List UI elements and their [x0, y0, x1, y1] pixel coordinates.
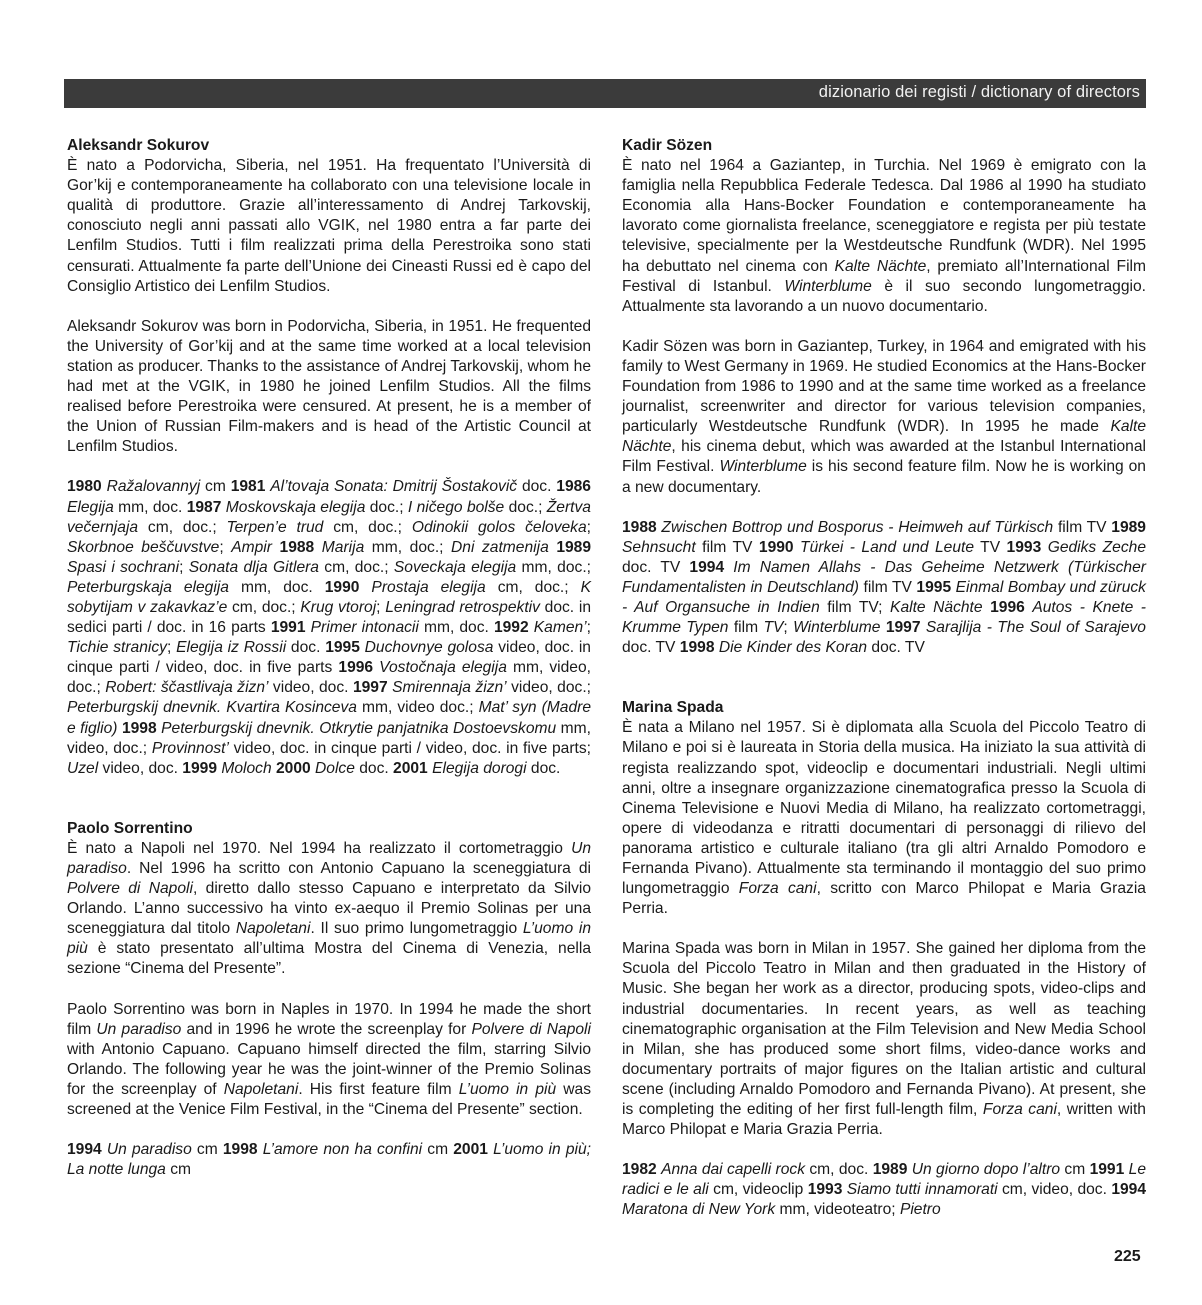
director-entry-sozen: [622, 136, 1146, 658]
director-name: Paolo Sorrentino: [67, 819, 193, 837]
section-header-title: dizionario dei registi / dictionary of directors: [818, 83, 1140, 101]
filmography: 1980 Ražalovannyj cm 1981 Al’tovaja Sonata: Dmitrij Šostakovič doc. 1986 Elegija mm, doc. 1987 Moskovskaja elegija doc.; I ničego bolše doc.; Žertva večernjaja cm, doc.; Terpen’e trud cm, doc.; Odinokii golos čeloveka; Skorbnoe beščuvstve; Ampir 1988 Marija mm, doc.; Dni zatmenija 1989 Spasi i sochrani; Sonata dlja Gitlera cm, doc.; Soveckaja elegija mm, doc.; Peterburgskaja elegija mm, doc. 1990 Prostaja elegija cm, doc.; K sobytijam v zakavkaz’e cm, doc.; Krug vtoroj; Leningrad retrospektiv doc. in sedici parti / doc. in 16 parts 1991 Primer intonacii mm, doc. 1992 Kamen’; Tichie stranicy; Elegija iz Rossii doc. 1995 Duchovnye golosa video, doc. in cinque parti / video, doc. in five parts 1996 Vostočnaja elegija mm, video, doc.; Robert: ščastlivaja žizn’ video, doc. 1997 Smirennaja žizn’ video, doc.; Peterburgskij dnevnik. Kvartira Kosinceva mm, video doc.; Mat’ syn (Madre e figlio) 1998 Peterburgskij dnevnik. Otkrytie panjatnika Dostoevskomu mm, video, doc.; Provinnost’ video, doc. in cinque parti / video, doc. in five parts; Uzel video, doc. 1999 Moloch 2000 Dolce doc. 2001 Elegija dorogi doc.: [67, 478, 592, 777]
director-entry-sorrentino: [67, 819, 591, 1181]
director-entry-sokurov: [67, 136, 591, 779]
bio-italian: È nato a Podorvicha, Siberia, nel 1951. Ha frequentato l’Università di Gor’kij e contemporaneamente ha collaborato con una televisione locale in qualità di produttore. Grazie all’interessamento di Andrej Tarkovskij, conosciuto negli anni passati allo VGIK, nel 1980 entra a far parte dei Lenfilm Studios. Tutti i film realizzati prima della Perestroika sono stati censurati. Attualmente fa parte dell’Unione dei Cineasti Russi ed è capo del Consiglio Artistico dei Lenfilm Studios.: [67, 157, 591, 295]
filmography: 1982 Anna dai capelli rock cm, doc. 1989 Un giorno dopo l’altro cm 1991 Le radici e le ali cm, videoclip 1993 Siamo tutti innamorati cm, video, doc. 1994 Maratona di New York mm, videoteatro; Pietro: [622, 1161, 1147, 1219]
bio-italian: È nato nel 1964 a Gaziantep, in Turchia. Nel 1969 è emigrato con la famiglia nella Repubblica Federale Tedesca. Dal 1986 al 1990 ha studiato Economia alla Hans-Bocker Foundation e contemporaneamente ha lavorato come giornalista freelance, sceneggiatore e regista per più testate televisive, specialmente per la Westdeutsche Rundfunk (WDR). Nel 1995 ha debuttato nel cinema con Kalte Nächte, premiato all’International Film Festival di Istanbul. Winterblume è il suo secondo lungometraggio. Attualmente sta lavorando a un nuovo documentario.: [622, 157, 1146, 315]
bio-italian: È nato a Napoli nel 1970. Nel 1994 ha realizzato il cortometraggio Un paradiso. Nel 1996 ha scritto con Antonio Capuano la sceneggiatura di Polvere di Napoli, diretto dallo stesso Capuano e interpretato da Silvio Orlando. L’anno successivo ha vinto ex-aequo il Premio Solinas per una sceneggiatura dal titolo Napoletani. Il suo primo lungometraggio L’uomo in più è stato presentato all’ultima Mostra del Cinema di Venezia, nella sezione “Cinema del Presente”.: [67, 839, 591, 978]
director-name: Marina Spada: [622, 699, 724, 717]
bio-english: Aleksandr Sokurov was born in Podorvicha, Siberia, in 1951. He frequented the University of Gor’kij and at the same time worked at a local television station as producer. Thanks to the assistance of Andrej Tarkovskij, whom he had met at the VGIK, in 1980 he joined Lenfilm Studios. All the films realised before Perestroika were censured. At present, he is a member of the Union of Russian Film-makers and is head of the Artistic Council at Lenfilm Studios.: [67, 317, 591, 456]
filmography: 1994 Un paradiso cm 1998 L’amore non ha confini cm 2001 L’uomo in più; La notte lunga cm: [67, 1141, 591, 1179]
director-name: Aleksandr Sokurov: [67, 137, 210, 154]
bio-english: Marina Spada was born in Milan in 1957. She gained her diploma from the Scuola del Piccolo Teatro in Milan and then graduated in the History of Music. She began her work as a director, producing spots, video-clips and industrial documentaries. In recent years, as well as teaching cinematographic organisation at the Film Television and New Media School in Milan, she has produced some short films, video-dance works and documentary portraits of major figures on the Italian artistic and cultural scene (including Arnaldo Pomodoro and Fernanda Pivano). At present, she is completing the editing of her first full-length film, Forza cani, written with Marco Philopat e Maria Grazia Perria.: [622, 940, 1146, 1139]
left-column: [67, 136, 591, 1180]
director-name: Kadir Sözen: [622, 137, 713, 154]
right-column: [622, 136, 1146, 1221]
bio-english: Paolo Sorrentino was born in Naples in 1970. In 1994 he made the short film Un paradiso and in 1996 he wrote the screenplay for Polvere di Napoli with Antonio Capuano. Capuano himself directed the film, starring Silvio Orlando. The following year he was the joint-winner of the Premio Solinas for the screenplay of Napoletani. His first feature film L’uomo in più was screened at the Venice Film Festival, in the “Cinema del Presente” section.: [67, 1000, 592, 1119]
director-entry-spada: [622, 698, 1146, 1220]
filmography: 1988 Zwischen Bottrop und Bosporus - Heimweh auf Türkisch film TV 1989 Sehnsucht film TV 1990 Türkei - Land und Leute TV 1993 Gediks Zeche doc. TV 1994 Im Namen Allahs - Das Geheime Netzwerk (Türkischer Fundamentalisten in Deutschland) film TV 1995 Einmal Bombay und züruck - Auf Organsuche in Indien film TV; Kalte Nächte 1996 Autos - Knete - Krumme Typen film TV; Winterblume 1997 Sarajlija - The Soul of Sarajevo doc. TV 1998 Die Kinder des Koran doc. TV: [622, 518, 1146, 657]
page-number: 225: [1114, 1248, 1141, 1265]
section-header-bar: [64, 79, 1146, 108]
bio-english: Kadir Sözen was born in Gaziantep, Turkey, in 1964 and emigrated with his family to West Germany in 1969. He studied Economics at the Hans-Bocker Foundation from 1986 to 1990 and at the same time worked as a freelance journalist, screenwriter and director for various television companies, particularly Westdeutsche Rundfunk (WDR). In 1995 he made Kalte Nächte, his cinema debut, which was awarded at the Istanbul International Film Festival. Winterblume is his second feature film. Now he is working on a new documentary.: [622, 337, 1146, 496]
bio-italian: È nata a Milano nel 1957. Si è diplomata alla Scuola del Piccolo Teatro di Milano e poi si è laureata in Storia della musica. Ha iniziato la sua attività di regista realizzando spot, videoclip e documentari industriali. Negli ultimi anni, oltre a insegnare organizzazione cinematografica presso la Scuola di Cinema Televisione e Nuovi Media di Milano, ha realizzato cortometraggi, opere di videodanza e ritratti documentari di personaggi di rilievo del panorama artistico e culturale italiano (tra gli altri Arnaldo Pomodoro e Fernanda Pivano). Attualmente sta terminando il montaggio del suo primo lungometraggio Forza cani, scritto con Marco Philopat e Maria Grazia Perria.: [622, 719, 1146, 918]
